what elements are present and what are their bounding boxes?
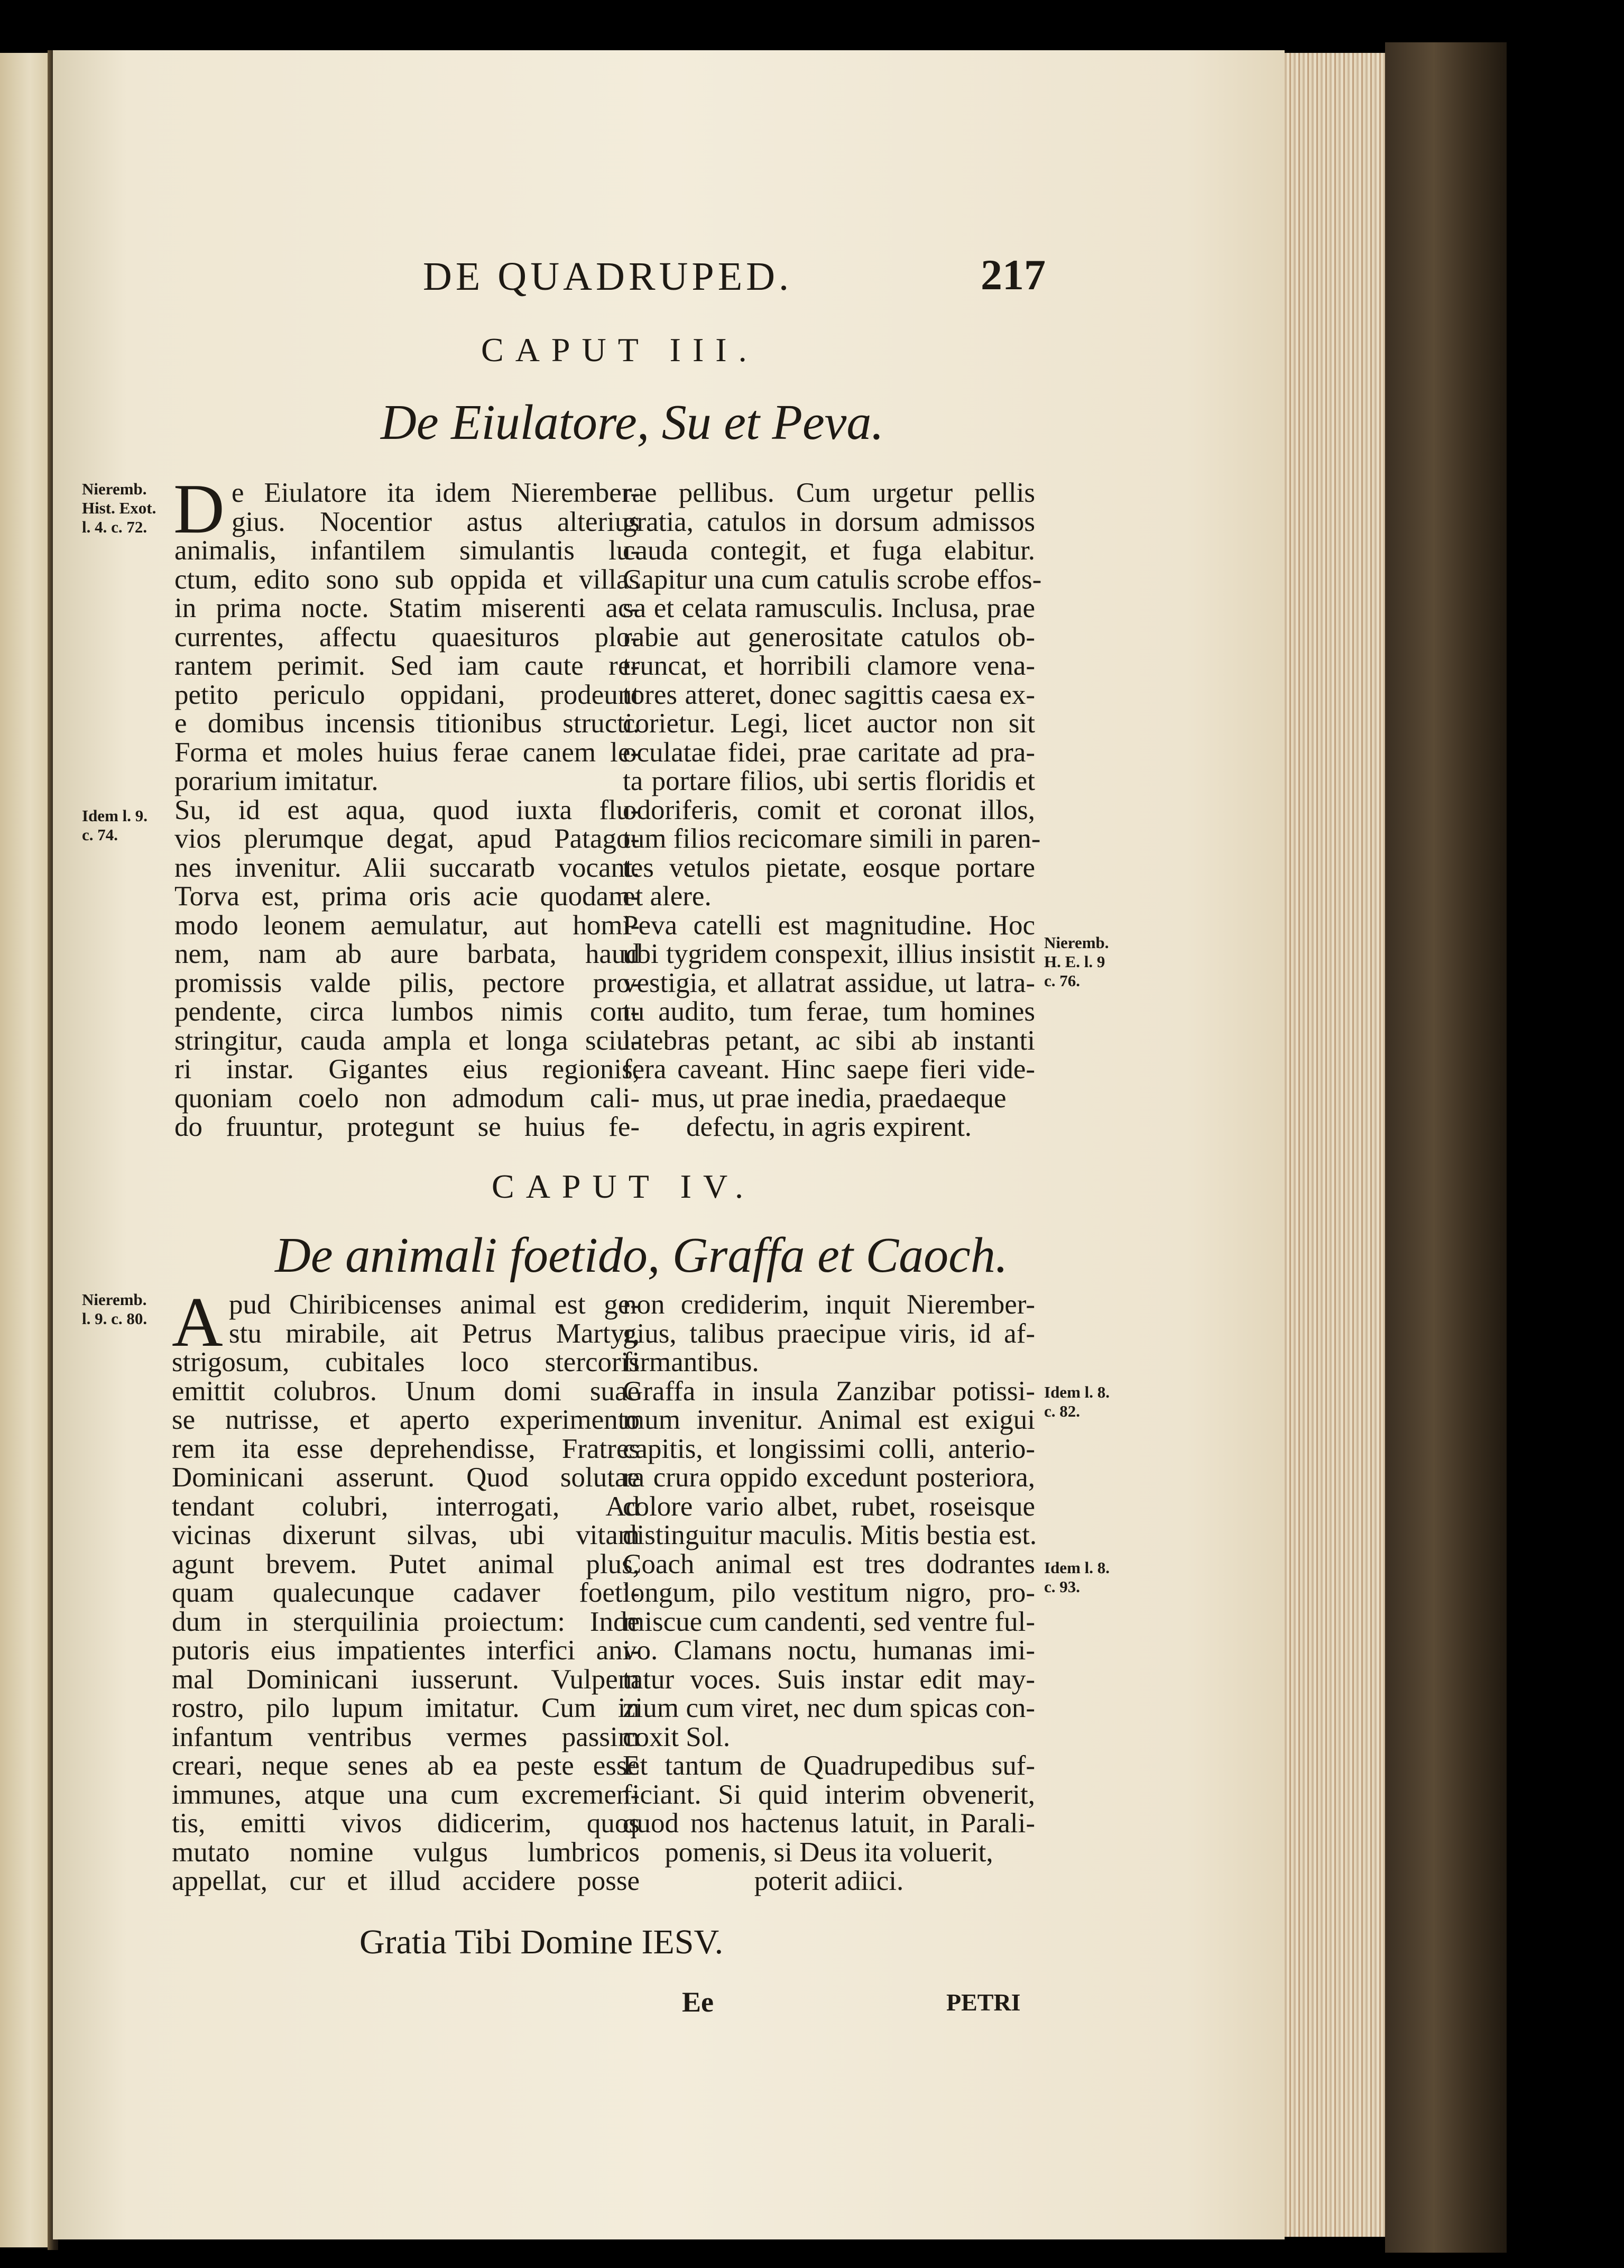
margin-note-idem-3: Idem l. 8. c. 93. (1044, 1558, 1110, 1596)
text-line: porarium imitatur. (174, 766, 379, 796)
text-line: corietur. Legi, licet auctor non sit (623, 708, 1035, 739)
text-line: quam qualecunque cadaver foeti- (172, 1577, 640, 1608)
text-line: vo. Clamans noctu, humanas imi- (623, 1635, 1035, 1666)
text-line: quoniam coelo non admodum cali- (174, 1082, 640, 1114)
text-line: immunes, atque una cum excremen- (172, 1779, 640, 1810)
text-line: cauda contegit, et fuga elabitur. (623, 535, 1035, 566)
book-page (53, 50, 1285, 2239)
text-line: stu mirabile, ait Petrus Martyr, (229, 1318, 640, 1349)
text-line: Forma et moles huius ferae canem le- (174, 737, 640, 768)
catchword: PETRI (946, 1989, 1021, 2016)
margin-note-nieremb-1: Nieremb. Hist. Exot. l. 4. c. 72. (82, 480, 156, 536)
text-line: tes vetulos pietate, eosque portare (623, 852, 1035, 883)
text-line: currentes, affectu quaesituros plo- (174, 621, 640, 653)
text-line: Dominicani asserunt. Quod solutae (172, 1462, 640, 1493)
text-line: tendant colubri, interrogati, Ad (172, 1491, 640, 1522)
text-line: promissis valde pilis, pectore pro- (174, 967, 640, 998)
text-line: ficiant. Si quid interim obvenerit, (623, 1779, 1035, 1810)
text-line: Peva catelli est magnitudine. Hoc (623, 910, 1035, 941)
closing-line: Gratia Tibi Domine IESV. (359, 1923, 724, 1961)
text-line: colore vario albet, rubet, roseisque (623, 1491, 1035, 1522)
text-line: creari, neque senes ab ea peste esse (172, 1750, 640, 1781)
text-line: Capitur una cum catulis scrobe effos- (623, 564, 1042, 595)
chapter-4-heading: CAPUT IV. (492, 1168, 755, 1205)
text-line: oculatae fidei, prae caritate ad pra- (623, 737, 1035, 768)
text-line: pud Chiribicenses animal est ge- (229, 1289, 640, 1320)
text-line: appellat, cur et illud accidere posse (172, 1866, 640, 1896)
previous-page-edge (0, 53, 50, 2247)
text-line: sa et celata ramusculis. Inclusa, prae (623, 593, 1035, 623)
chapter-4-title: De animali foetido, Graffa et Caoch. (275, 1228, 1008, 1283)
text-line: infantum ventribus vermes passim (172, 1721, 640, 1752)
signature-mark: Ee (682, 1986, 714, 2018)
text-line: emittit colubros. Unum domi suae (172, 1375, 640, 1407)
text-line: se nutrisse, et aperto experimento (172, 1404, 640, 1435)
chapter-4-left-column (172, 1290, 640, 1896)
text-line: rantem perimit. Sed iam caute re- (174, 650, 640, 681)
text-line: mutato nomine vulgus lumbricos (172, 1837, 640, 1868)
text-line: nes invenitur. Alii succaratb vocant. (174, 852, 640, 883)
text-line: gius. Nocentior astus alterius (232, 506, 640, 537)
text-line: distinguitur maculis. Mitis bestia est. (623, 1520, 1037, 1550)
text-line: truncat, et horribili clamore vena- (623, 650, 1035, 681)
text-line: fera caveant. Hinc saepe fieri vide- (623, 1054, 1035, 1085)
text-line: coxit Sol. (623, 1721, 731, 1752)
text-line: do fruuntur, protegunt se huius fe- (174, 1112, 640, 1142)
text-line: rae pellibus. Cum urgetur pellis (623, 478, 1035, 508)
margin-note-nieremb-3: Nieremb. l. 9. c. 80. (82, 1290, 147, 1328)
text-line: petito periculo oppidani, prodeunt (174, 679, 640, 710)
text-line: mus, ut prae inedia, praedaeque (651, 1082, 1007, 1114)
page-edges (1285, 53, 1385, 2237)
text-line: latebras petant, ac sibi ab instanti (623, 1025, 1035, 1056)
text-line: odoriferis, comit et coronat illos, (623, 794, 1035, 825)
text-line: firmantibus. (623, 1347, 759, 1378)
text-line: non crediderim, inquit Nierember- (623, 1289, 1035, 1320)
text-line: Coach animal est tres dodrantes (623, 1548, 1035, 1580)
chapter-3-right-column (623, 478, 1042, 1142)
text-line: Su, id est aqua, quod iuxta flu- (174, 794, 640, 825)
chapter-3-title: De Eiulatore, Su et Peva. (381, 395, 884, 450)
text-line: mum invenitur. Animal est exigui (623, 1404, 1035, 1435)
text-line: pendente, circa lumbos nimis con- (174, 996, 640, 1027)
chapter-4-right-column (623, 1290, 1035, 1896)
text-line: stringitur, cauda ampla et longa sciu- (174, 1025, 640, 1056)
text-line: in prima nocte. Statim miserenti ac- (174, 593, 640, 623)
text-line: ctum, edito sono sub oppida et villas (174, 564, 640, 595)
text-line: modo leonem aemulatur, aut homi- (174, 910, 640, 941)
text-line: gratia, catulos in dorsum admissos (623, 506, 1035, 537)
text-line: gius, talibus praecipue viris, id af- (623, 1318, 1035, 1349)
drop-cap-a: A (172, 1283, 223, 1361)
text-line: tores atteret, donec sagittis caesa ex- (623, 679, 1035, 710)
text-line: capitis, et longissimi colli, anterio- (623, 1433, 1035, 1464)
text-line: zium cum viret, nec dum spicas con- (623, 1693, 1035, 1723)
text-line: animalis, infantilem simulantis lu- (174, 535, 640, 566)
text-line: nem, nam ab aure barbata, haud (174, 939, 640, 969)
text-line: vios plerumque degat, apud Patago- (174, 823, 640, 854)
text-line: rabie aut generositate catulos ob- (623, 621, 1035, 653)
text-line: agunt brevem. Putet animal plus, (172, 1548, 640, 1580)
text-line: Graffa in insula Zanzibar potissi- (623, 1375, 1035, 1407)
book-cover-edge (1385, 42, 1507, 2253)
margin-note-idem-1: Idem l. 9. c. 74. (82, 806, 147, 844)
text-line: ra crura oppido excedunt posteriora, (623, 1462, 1035, 1493)
running-head: DE QUADRUPED. (423, 254, 792, 299)
text-line: ubi tygridem conspexit, illius insistit (623, 939, 1035, 969)
text-line: tis, emitti vivos didicerim, quos (172, 1808, 640, 1839)
text-line: poterit adiici. (754, 1866, 904, 1896)
text-line: et alere. (623, 881, 712, 912)
text-line: Et tantum de Quadrupedibus suf- (623, 1750, 1035, 1781)
chapter-3-heading: CAPUT III. (481, 331, 759, 369)
text-line: vicinas dixerunt silvas, ubi vitam (172, 1520, 640, 1550)
text-line: tum filios recicomare simili in paren- (623, 823, 1041, 854)
text-line: dum in sterquilinia proiectum: Inde (172, 1606, 640, 1637)
chapter-3-left-column (174, 479, 640, 1142)
text-line: e Eiulatore ita idem Nierember- (232, 478, 640, 508)
margin-note-idem-2: Idem l. 8. c. 82. (1044, 1383, 1110, 1420)
text-line: quod nos hactenus latuit, in Parali- (623, 1808, 1035, 1839)
text-line: putoris eius impatientes interfici ani- (172, 1635, 640, 1666)
text-line: mal Dominicani iusserunt. Vulpem (172, 1664, 640, 1695)
page-number: 217 (981, 251, 1046, 299)
margin-note-nieremb-2: Nieremb. H. E. l. 9 c. 76. (1044, 933, 1109, 990)
text-line: Torva est, prima oris acie quodam- (174, 881, 640, 912)
text-line: pomenis, si Deus ita voluerit, (665, 1837, 993, 1868)
text-line: longum, pilo vestitum nigro, pro- (623, 1577, 1035, 1608)
text-line: tatur voces. Suis instar edit may- (623, 1664, 1035, 1695)
text-line: miscue cum candenti, sed ventre ful- (623, 1606, 1035, 1637)
text-line: defectu, in agris expirent. (686, 1112, 972, 1142)
text-line: ta portare filios, ubi sertis floridis et (623, 766, 1035, 796)
text-line: e domibus incensis titionibus structi. (174, 708, 640, 739)
text-line: strigosum, cubitales loco stercoris (172, 1347, 640, 1378)
text-line: vestigia, et allatrat assidue, ut latra- (623, 967, 1035, 998)
drop-cap-d: D (173, 470, 225, 548)
text-line: tu audito, tum ferae, tum homines (623, 996, 1035, 1027)
text-line: rem ita esse deprehendisse, Fratres (172, 1433, 640, 1464)
text-line: ri instar. Gigantes eius regionis, (174, 1054, 640, 1085)
text-line: rostro, pilo lupum imitatur. Cum in (172, 1693, 640, 1723)
